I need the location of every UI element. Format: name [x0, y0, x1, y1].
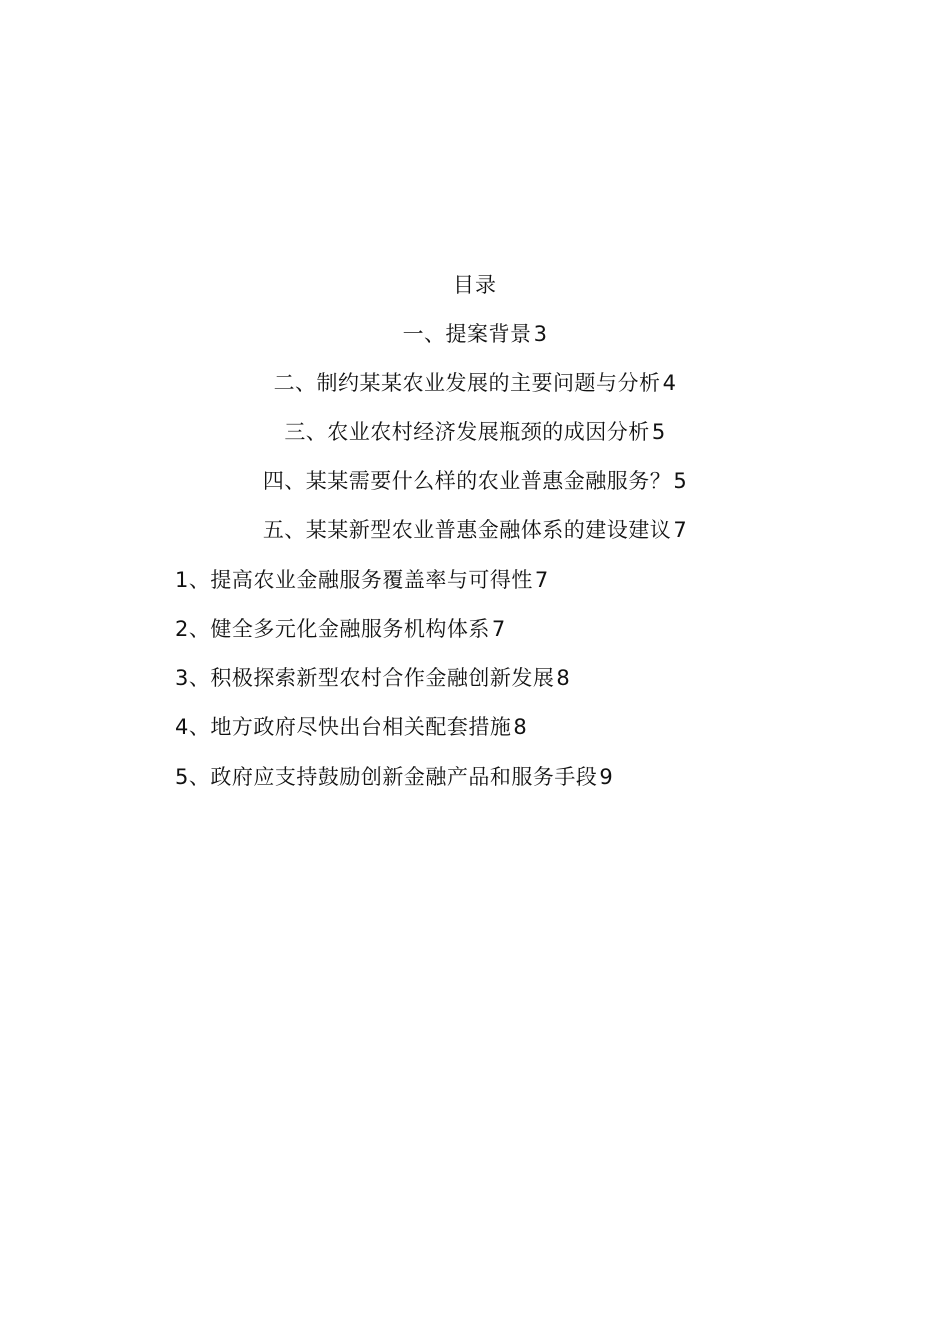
toc-subsection-text: 4、地方政府尽快出台相关配套措施	[175, 715, 512, 739]
toc-subsection-2[interactable]	[175, 614, 506, 644]
toc-page-number: 3	[533, 322, 548, 346]
toc-page-number: 7	[673, 518, 688, 542]
toc-section-text: 三、农业农村经济发展瓶颈的成因分析	[284, 420, 650, 444]
toc-subsection-text: 5、政府应支持鼓励创新金融产品和服务手段	[175, 765, 598, 789]
toc-page-number: 7	[534, 568, 549, 592]
toc-section-text: 一、提案背景	[402, 322, 532, 346]
toc-subsection-3[interactable]	[175, 663, 570, 693]
toc-section-2[interactable]	[0, 368, 950, 398]
toc-subsection-text: 2、健全多元化金融服务机构体系	[175, 617, 490, 641]
toc-page-number: 4	[662, 371, 677, 395]
toc-section-3[interactable]	[0, 417, 950, 447]
toc-section-1[interactable]	[0, 319, 950, 349]
toc-section-text: 二、制约某某农业发展的主要问题与分析	[273, 371, 661, 395]
toc-page-number: 8	[513, 715, 528, 739]
toc-subsection-1[interactable]	[175, 565, 549, 595]
toc-page-number: 8	[556, 666, 571, 690]
toc-section-5[interactable]	[0, 515, 950, 545]
toc-section-text: 四、某某需要什么样的农业普惠金融服务？	[262, 469, 672, 493]
toc-page-number: 5	[651, 420, 666, 444]
toc-section-4[interactable]	[0, 466, 950, 496]
toc-subsection-4[interactable]	[175, 712, 527, 742]
toc-subsection-text: 3、积极探索新型农村合作金融创新发展	[175, 666, 555, 690]
toc-section-text: 五、某某新型农业普惠金融体系的建设建议	[262, 518, 672, 542]
toc-page-number: 7	[491, 617, 506, 641]
toc-subsection-5[interactable]	[175, 762, 613, 792]
toc-title: 目录	[453, 273, 497, 297]
toc-page-number: 9	[599, 765, 614, 789]
toc-subsection-text: 1、提高农业金融服务覆盖率与可得性	[175, 568, 533, 592]
toc-page-number: 5	[673, 469, 688, 493]
